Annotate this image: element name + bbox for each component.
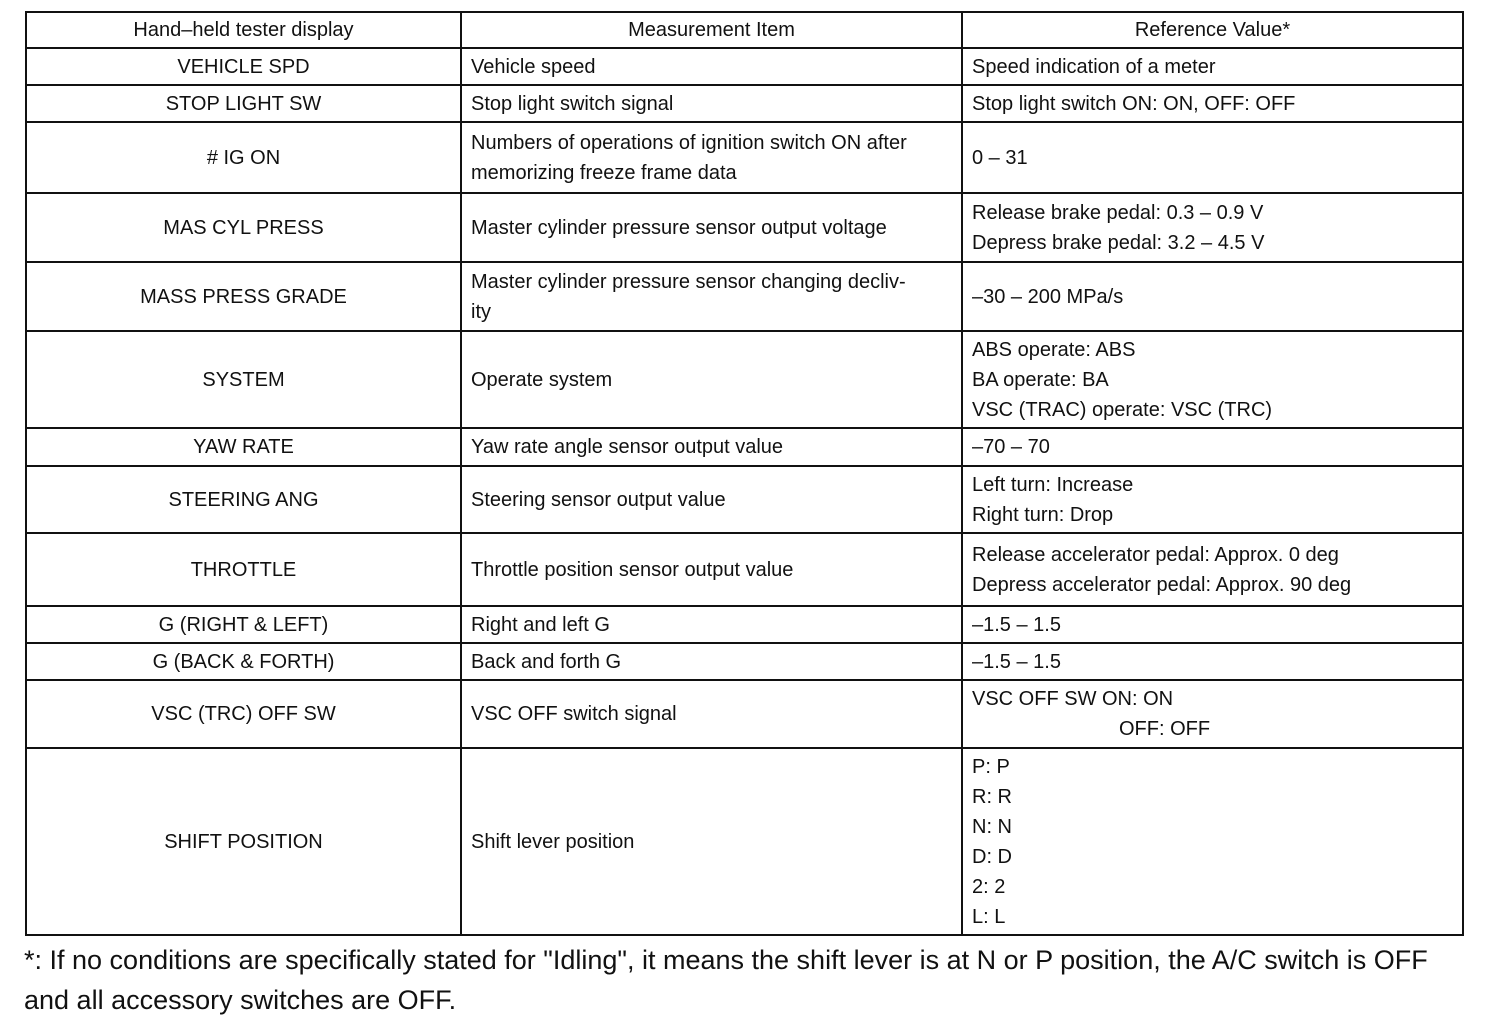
measurement-item-line: Back and forth G: [471, 650, 622, 673]
measurement-item-line: Yaw rate angle sensor output value: [471, 436, 784, 458]
display-cell: SHIFT POSITION: [26, 748, 461, 935]
measurement-item-line: Master cylinder pressure sensor changing decliv-: [471, 270, 906, 293]
reference-value-line: Left turn: Increase: [972, 473, 1134, 496]
measurement-item-cell: [461, 122, 962, 193]
reference-value-line: –1.5 – 1.5: [972, 613, 1061, 636]
table-row: [26, 262, 1463, 331]
reference-value-cell: [962, 122, 1463, 193]
header-reference-value: Reference Value*: [962, 12, 1463, 48]
reference-value-cell: [962, 48, 1463, 85]
display-cell: VSC (TRC) OFF SW: [26, 680, 461, 748]
measurement-item-line: memorizing freeze frame data: [471, 161, 737, 184]
reference-value-line: VSC (TRAC) operate: VSC (TRC): [972, 398, 1273, 421]
reference-value-line: OFF: OFF: [1119, 718, 1211, 740]
measurement-item-line: Vehicle speed: [471, 55, 596, 78]
measurement-item-line: ity: [471, 300, 491, 323]
measurement-item-cell: [461, 48, 962, 85]
measurement-item-line: VSC OFF switch signal: [471, 703, 677, 725]
table-row: [26, 533, 1463, 606]
display-cell: SYSTEM: [26, 331, 461, 428]
measurement-item-cell: [461, 643, 962, 680]
display-cell: THROTTLE: [26, 533, 461, 606]
table-row: [26, 331, 1463, 428]
table-row: [26, 428, 1463, 466]
reference-value-line: 2: 2: [972, 875, 1006, 898]
reference-value-line: N: N: [972, 815, 1012, 838]
table-row: [26, 643, 1463, 680]
table-row: [26, 122, 1463, 193]
measurement-item-cell: [461, 85, 962, 122]
tester-data-table: [25, 11, 1464, 936]
reference-value-cell: [962, 606, 1463, 643]
reference-value-line: VSC OFF SW ON: ON: [972, 688, 1174, 710]
measurement-item-cell: [461, 331, 962, 428]
table-row: [26, 85, 1463, 122]
display-cell: MAS CYL PRESS: [26, 193, 461, 262]
reference-value-cell: [962, 85, 1463, 122]
display-cell: G (RIGHT & LEFT): [26, 606, 461, 643]
reference-value-line: P: P: [972, 755, 1010, 778]
table-row: [26, 193, 1463, 262]
table-row: [26, 48, 1463, 85]
reference-value-line: R: R: [972, 785, 1012, 808]
measurement-item-cell: [461, 262, 962, 331]
measurement-item-cell: [461, 748, 962, 935]
table-body: [26, 48, 1463, 935]
reference-value-cell: [962, 428, 1463, 466]
reference-value-cell: [962, 533, 1463, 606]
measurement-item-line: Stop light switch signal: [471, 92, 674, 115]
reference-value-line: –30 – 200 MPa/s: [972, 285, 1124, 308]
reference-value-line: –1.5 – 1.5: [972, 650, 1061, 673]
reference-value-line: Stop light switch ON: ON, OFF: OFF: [972, 92, 1296, 115]
reference-value-line: 0 – 31: [972, 146, 1028, 169]
reference-value-cell: [962, 262, 1463, 331]
measurement-item-line: Shift lever position: [471, 830, 635, 853]
table-row: [26, 748, 1463, 935]
display-cell: STOP LIGHT SW: [26, 85, 461, 122]
table-header-row: [26, 12, 1463, 48]
reference-value-cell: [962, 193, 1463, 262]
reference-value-cell: [962, 748, 1463, 935]
reference-value-cell: [962, 331, 1463, 428]
header-measurement-item: Measurement Item: [461, 12, 962, 48]
measurement-item-cell: [461, 193, 962, 262]
reference-value-cell: [962, 643, 1463, 680]
reference-value-line: BA operate: BA: [972, 368, 1109, 391]
measurement-item-line: Right and left G: [471, 613, 610, 636]
header-display: Hand–held tester display: [26, 12, 461, 48]
reference-value-cell: [962, 466, 1463, 533]
measurement-item-cell: [461, 466, 962, 533]
measurement-item-cell: [461, 606, 962, 643]
display-cell: YAW RATE: [26, 428, 461, 466]
footnote: *: If no conditions are specifically stated for "Idling", it means the shift lever is at N or P position, the A/C switch is OFF and all accessory switches are OFF.: [24, 945, 1428, 1015]
reference-value-line: ABS operate: ABS: [972, 338, 1136, 361]
reference-value-line: Speed indication of a meter: [972, 55, 1216, 78]
display-cell: # IG ON: [26, 122, 461, 193]
reference-value-line: Release brake pedal: 0.3 – 0.9 V: [972, 201, 1264, 224]
measurement-item-line: Operate system: [471, 368, 613, 391]
reference-value-line: Depress accelerator pedal: Approx. 90 deg: [972, 573, 1352, 596]
reference-value-line: Right turn: Drop: [972, 503, 1114, 526]
measurement-item-cell: [461, 533, 962, 606]
display-cell: MASS PRESS GRADE: [26, 262, 461, 331]
reference-value-cell: [962, 680, 1463, 748]
reference-value-line: Release accelerator pedal: Approx. 0 deg: [972, 543, 1339, 566]
reference-value-line: Depress brake pedal: 3.2 – 4.5 V: [972, 231, 1265, 254]
display-cell: STEERING ANG: [26, 466, 461, 533]
measurement-item-cell: [461, 428, 962, 466]
table-row: [26, 606, 1463, 643]
table-row: [26, 466, 1463, 533]
measurement-item-line: Numbers of operations of ignition switch ON after: [471, 131, 907, 154]
reference-value-line: D: D: [972, 845, 1012, 868]
reference-value-line: –70 – 70: [972, 436, 1050, 458]
measurement-item-line: Throttle position sensor output value: [471, 558, 794, 581]
table-row: [26, 680, 1463, 748]
display-cell: VEHICLE SPD: [26, 48, 461, 85]
reference-value-line: L: L: [972, 905, 1006, 928]
display-cell: G (BACK & FORTH): [26, 643, 461, 680]
measurement-item-line: Master cylinder pressure sensor output voltage: [471, 216, 887, 239]
measurement-item-line: Steering sensor output value: [471, 488, 726, 511]
measurement-item-cell: [461, 680, 962, 748]
